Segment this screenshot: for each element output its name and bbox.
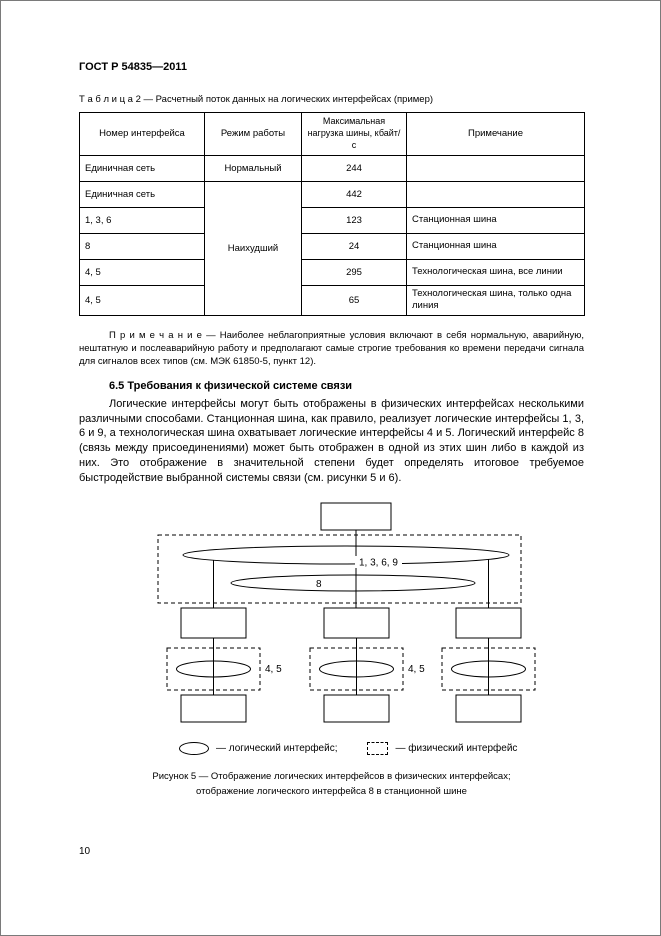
col-header-note: Примечание [407, 113, 585, 156]
col-header-load: Максимальная нагрузка шины, кбайт/с [302, 113, 407, 156]
cell-interface: 4, 5 [80, 286, 205, 316]
legend-label-physical: — физический интерфейс [395, 743, 518, 755]
physical-interface-symbol [367, 742, 388, 755]
logical-interface-symbol [179, 742, 209, 755]
cell-mode-merged: Наихудший [205, 182, 302, 316]
station-level-device-box [321, 503, 391, 530]
table-row [80, 260, 585, 286]
body-paragraph: Логические интерфейсы могут быть отображены в физических интерфейсах несколькими различными способами. Станционная шина, как правило, реализует логические интерфейсы 1, 3, 6 и 9, а технологическая шина охватывает логические интерфейсы 4 и 5. Логический интерфейс 8 (связь между присоединениями) может быть отображен в одной из этих шин либо в каждой из них. Это отображение в значительной степени будет определять итоговое требуемое быстродействие выбранной системы связи (см. рисунки 5 и 6). [79, 397, 584, 485]
process-device-box-3 [456, 695, 521, 722]
cell-interface: 4, 5 [80, 260, 205, 286]
station-bus-physical-interface-box [158, 535, 521, 603]
table-note: П р и м е ч а н и е — Наиболее неблагоприятные условия включают в себя нормальную, аварийную, нештатную и послеаварийную работу и предполагают самые строгие требования ко времени передачи сигнала для сигналов всех типов (см. МЭК 61850-5, пункт 12). [79, 329, 584, 368]
cell-note: Станционная шина [407, 208, 585, 234]
cell-note: Станционная шина [407, 234, 585, 260]
interbay-bus-label: 8 [316, 579, 322, 591]
cell-note: Технологическая шина, только одна линия [407, 286, 585, 316]
col-header-interface: Номер интерфейса [80, 113, 205, 156]
page-number: 10 [79, 846, 91, 857]
page-content [79, 1, 584, 800]
figure-legend [79, 742, 584, 755]
process-device-box-2 [324, 695, 389, 722]
cell-load: 24 [302, 234, 407, 260]
table-row [80, 234, 585, 260]
bay-device-box-2 [324, 608, 389, 638]
station-bus-label: 1, 3, 6, 9 [359, 557, 398, 569]
bay-device-box-3 [456, 608, 521, 638]
process-bus-label-2: 4, 5 [408, 664, 425, 676]
figure-caption-line2: отображение логического интерфейса 8 в станционной шине [196, 786, 467, 798]
cell-note: Технологическая шина, все линии [407, 260, 585, 286]
table-row [80, 182, 585, 208]
cell-load: 123 [302, 208, 407, 234]
figure-caption [79, 770, 584, 799]
figure-5-diagram [79, 500, 584, 730]
legend-label-logical: — логический интерфейс; [216, 743, 338, 755]
cell-mode: Нормальный [205, 156, 302, 182]
cell-note [407, 156, 585, 182]
table-row [80, 286, 585, 316]
table-row [80, 156, 585, 182]
data-table [79, 112, 585, 316]
cell-interface: 1, 3, 6 [80, 208, 205, 234]
interbay-bus-ellipse [231, 575, 475, 591]
section-heading: 6.5 Требования к физической системе связи [109, 379, 353, 392]
cell-load: 65 [302, 286, 407, 316]
bay-device-box-1 [181, 608, 246, 638]
table-caption: Т а б л и ц а 2 — Расчетный поток данных на логических интерфейсах (пример) [79, 94, 434, 105]
table-row [80, 208, 585, 234]
table-header-row [80, 113, 585, 156]
cell-note [407, 182, 585, 208]
col-header-mode: Режим работы [205, 113, 302, 156]
process-bus-label-1: 4, 5 [265, 664, 282, 676]
figure-caption-line1: Рисунок 5 — Отображение логических интерфейсов в физических интерфейсах; [152, 771, 511, 783]
cell-interface: Единичная сеть [80, 182, 205, 208]
document-number: ГОСТ Р 54835—2011 [79, 61, 187, 73]
cell-load: 244 [302, 156, 407, 182]
cell-interface: 8 [80, 234, 205, 260]
cell-interface: Единичная сеть [80, 156, 205, 182]
station-bus-ellipse [183, 546, 509, 564]
cell-load: 295 [302, 260, 407, 286]
cell-load: 442 [302, 182, 407, 208]
process-device-box-1 [181, 695, 246, 722]
